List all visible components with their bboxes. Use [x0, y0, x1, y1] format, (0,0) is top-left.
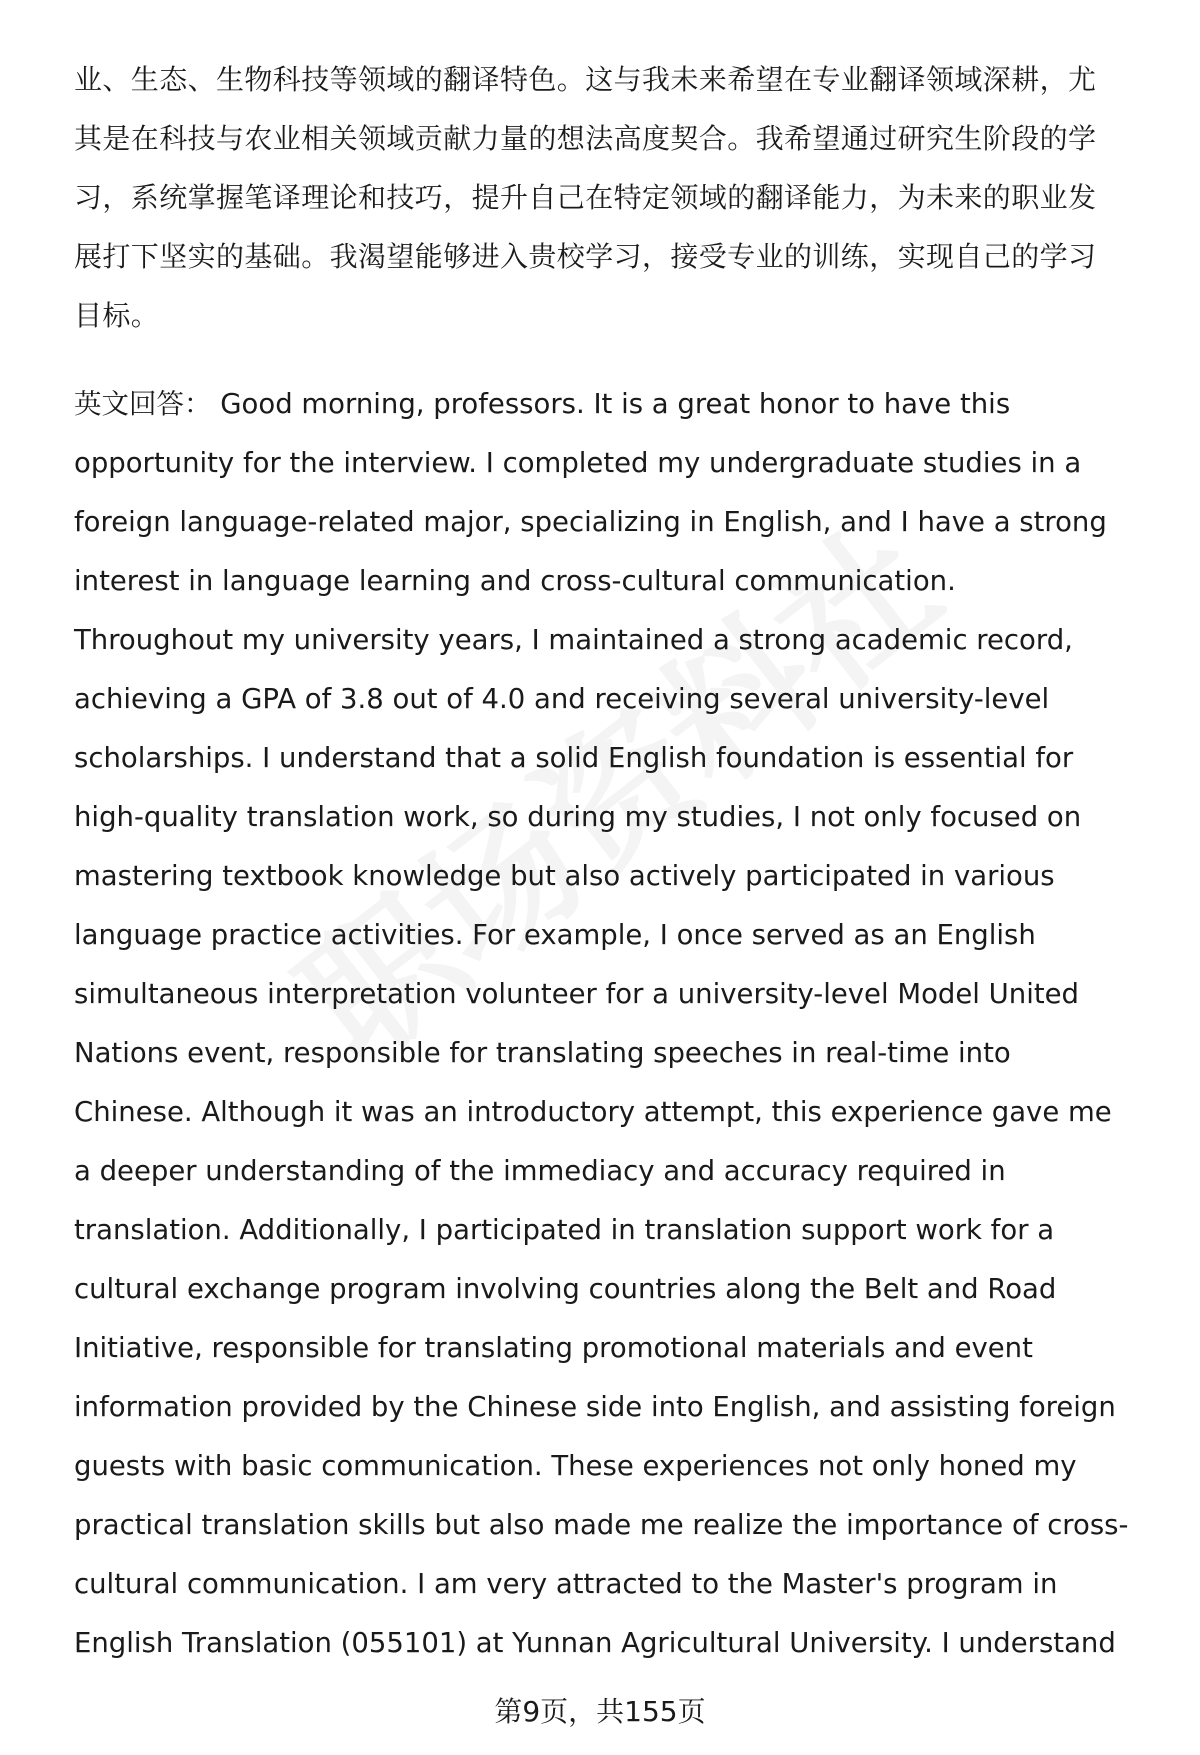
- text-line: translation. Additionally, I participated in translation support work for a: [74, 1214, 1055, 1246]
- text-line: achieving a GPA of 3.8 out of 4.0 and receiving several university-level: [74, 683, 1050, 715]
- text-line: language practice activities. For example, I once served as an English: [74, 919, 1036, 951]
- text-line: English Translation (055101) at Yunnan Agricultural University. I understand: [74, 1627, 1116, 1659]
- text-line: information provided by the Chinese side into English, and assisting foreign: [74, 1391, 1116, 1423]
- text-line: interest in language learning and cross-cultural communication.: [74, 565, 956, 597]
- text-line: 展打下坚实的基础。我渴望能够进入贵校学习，接受专业的训练，实现自己的学习: [74, 240, 1097, 273]
- text-line: 目标。: [74, 299, 160, 332]
- text-line: simultaneous interpretation volunteer for a university-level Model United: [74, 978, 1080, 1010]
- text-line: Chinese. Although it was an introductory attempt, this experience gave me: [74, 1096, 1112, 1128]
- text-line: high-quality translation work, so during my studies, I not only focused on: [74, 801, 1082, 833]
- paragraph-english-answer: [74, 375, 1154, 1673]
- text-line: scholarships. I understand that a solid English foundation is essential for: [74, 742, 1074, 774]
- text-line: mastering textbook knowledge but also actively participated in various: [74, 860, 1055, 892]
- text-line: practical translation skills but also made me realize the importance of cross-: [74, 1509, 1129, 1541]
- text-line: guests with basic communication. These experiences not only honed my: [74, 1450, 1077, 1482]
- page-number-footer: 第9页，共155页: [494, 1695, 706, 1728]
- text-line: 习，系统掌握笔译理论和技巧，提升自己在特定领域的翻译能力，为未来的职业发: [74, 181, 1097, 214]
- text-line: cultural communication. I am very attracted to the Master's program in: [74, 1568, 1058, 1600]
- text-line: Initiative, responsible for translating promotional materials and event: [74, 1332, 1033, 1364]
- text-line: Nations event, responsible for translating speeches in real-time into: [74, 1037, 1011, 1069]
- text-line: 其是在科技与农业相关领域贡献力量的想法高度契合。我希望通过研究生阶段的学: [74, 122, 1097, 155]
- text-line: foreign language-related major, specializing in English, and I have a strong: [74, 506, 1107, 538]
- text-line: 英文回答： Good morning, professors. It is a great honor to have this: [74, 388, 1011, 420]
- text-line: Throughout my university years, I maintained a strong academic record,: [74, 624, 1073, 656]
- paragraph-chinese: [74, 50, 1154, 345]
- text-line: opportunity for the interview. I completed my undergraduate studies in a: [74, 447, 1082, 479]
- text-line: cultural exchange program involving countries along the Belt and Road: [74, 1273, 1057, 1305]
- text-line: 业、生态、生物科技等领域的翻译特色。这与我未来希望在专业翻译领域深耕，尤: [74, 63, 1097, 96]
- text-line: a deeper understanding of the immediacy and accuracy required in: [74, 1155, 1006, 1187]
